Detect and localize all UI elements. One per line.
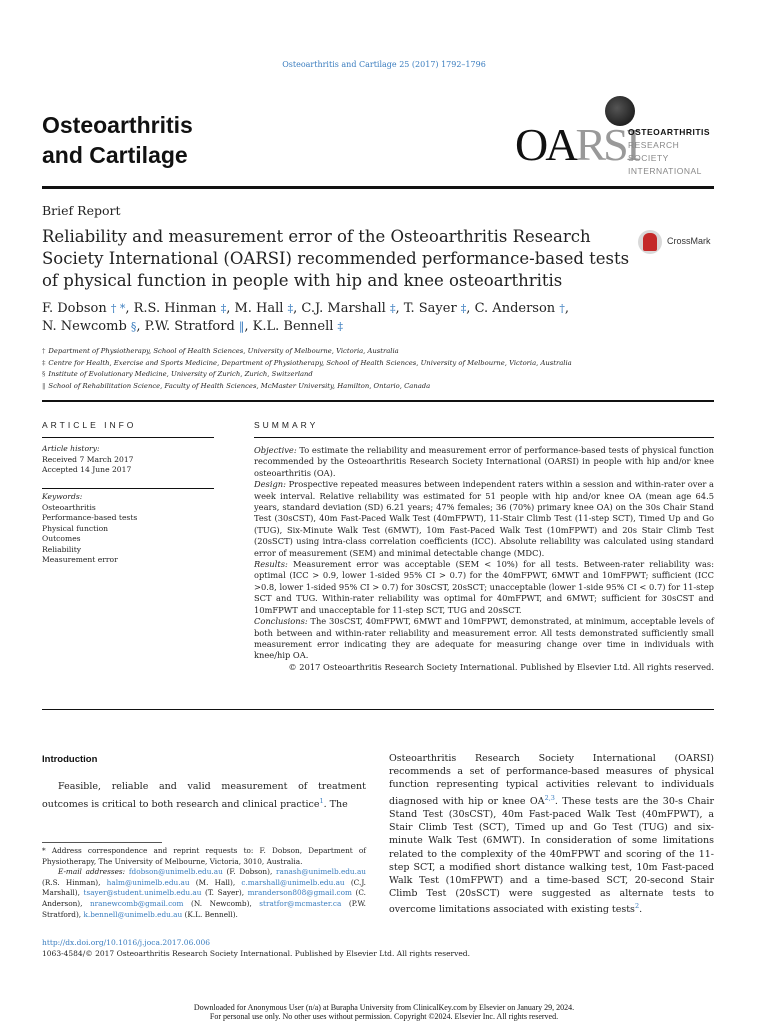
- author-line-2: [42, 318, 682, 336]
- author-name: N. Newcomb: [42, 319, 131, 334]
- author-name: M. Hall: [234, 301, 288, 316]
- affiliation: ‖ School of Rehabilitation Science, Faculty of Health Sciences, McMaster University, Hamilton, Ontario, Canada: [42, 381, 431, 390]
- email-owner: (N. Newcomb),: [183, 898, 260, 908]
- author-name: P.W. Stratford: [144, 319, 239, 334]
- email-owner: (T. Sayer),: [201, 888, 248, 898]
- footnote-rule: [42, 842, 162, 843]
- journal-name: [42, 110, 193, 170]
- author-name: T. Sayer: [403, 301, 461, 316]
- email-link[interactable]: k.bennell@unimelb.edu.au: [83, 909, 183, 919]
- download-notice: Downloaded for Anonymous User (n/a) at Burapha University from ClinicalKey.com by Elsevier on January 29, 2024. For personal use only. No other uses without permission. Copyright ©2024. Elsevier Inc. All rights reserved.: [193, 1003, 575, 1021]
- email-link[interactable]: stratfor@mcmaster.ca: [259, 898, 342, 908]
- affiliation-marker-link[interactable]: §: [130, 320, 137, 333]
- oarsi-logo: [515, 96, 715, 176]
- email-link[interactable]: nranewcomb@gmail.com: [89, 898, 184, 908]
- header-divider: [42, 186, 714, 189]
- summary-conclusions: Conclusions: The 30sCST, 40mFPWT, 6MWT and 10mFPWT, demonstrated, at minimum, acceptable levels of both between and within-rater reliability and measurement error. All tests demonstrated sufficiently small measurement error indicating they are adequate for measuring change over time in individuals with knee/hip OA.: [254, 616, 714, 661]
- email-owner: (P.W. Stratford),: [42, 898, 366, 919]
- affiliation-marker-link[interactable]: ‡: [460, 302, 467, 315]
- affiliation: § Institute of Evolutionary Medicine, University of Zurich, Zurich, Switzerland: [42, 370, 313, 378]
- keyword: Performance-based tests: [42, 513, 138, 522]
- affiliation-marker-link[interactable]: ‡: [287, 302, 294, 315]
- summary-rule: [254, 437, 714, 438]
- summary-divider: [42, 709, 714, 710]
- summary-design: Design: Prospective repeated measures between independent raters within a session and within-rater over a week interval. Relative reliability was estimated for 51 people with hip and/or knee OA (mean age 64.5 years, standard deviation (SD) 6.21 years; 47% females; 36 (70%) primary knee OA) on the 30s Chair Stand Test (30sCST), 40m Fast-Paced Walk Test (40mFPWT), 11-Stair Climb Test (11-step SCT), Timed Up and Go (TUG), Six-Minute Walk Test (6MWT), 10m Fast-Paced Walk Test (10mFPWT) and 20s Stair Climb Test (20sSCT) using intra-class correlation coefficients (ICC). Absolute reliability was calculated using standard error of measurement (SEM) and minimal detectable change (MDC).: [254, 479, 714, 558]
- article-history: Article history: Received 7 March 2017 Accepted 14 June 2017: [42, 444, 134, 474]
- author-name: F. Dobson: [42, 301, 111, 316]
- affiliation: † Department of Physiotherapy, School of Health Sciences, University of Melbourne, Victoria, Australia: [42, 347, 399, 355]
- summary-objective: Objective: To estimate the reliability and measurement error of performance-based tests of physical function recommended by the Osteoarthritis Research Society International (OARSI) in people with hip and/or knee osteoarthritis (OA).: [254, 445, 714, 478]
- article-info-rule: [42, 437, 214, 438]
- email-owner: (C. Anderson),: [42, 888, 366, 908]
- crossmark-label: CrossMark: [667, 236, 711, 246]
- introduction-left-column: Feasible, reliable and valid measurement of treatment outcomes is critical to both research and clinical practice$^1$. The: [42, 781, 366, 811]
- author-separator: ,: [395, 301, 404, 316]
- keyword: Physical function: [42, 523, 109, 533]
- email-owner: (C.J. Marshall),: [42, 877, 366, 898]
- issn-copyright: 1063-4584/© 2017 Osteoarthritis Research Society International. Published by Elsevier Ltd. All rights reserved.: [42, 949, 470, 958]
- affiliation-marker-link[interactable]: ‡: [220, 302, 227, 315]
- journal-name-line2: and Cartilage: [42, 142, 188, 168]
- citation-link[interactable]: 1: [319, 797, 324, 805]
- email-link[interactable]: tsayer@student.unimelb.edu.au: [83, 888, 202, 898]
- author-name: C.J. Marshall: [301, 301, 390, 316]
- email-owner: (R.S. Hinman),: [42, 877, 107, 887]
- author-name: C. Anderson: [474, 301, 560, 316]
- affiliation-divider: [42, 400, 714, 402]
- email-owner: (K.L. Bennell).: [182, 909, 238, 919]
- email-owner: (M. Hall),: [189, 877, 242, 887]
- crossmark-icon: [638, 230, 662, 254]
- author-separator: ,: [226, 301, 235, 316]
- summary-results: Results: Measurement error was acceptable (SEM < 10%) for all tests. Between-rater reliability was: optimal (ICC > 0.9, lower 1-sided 95% CI > 0.7) for the 40mFPWT, 6MWT and 10mFPWT; sufficient (ICC >0.8, lower 1-sided 95% CI > 0.7) for 30sCST, 20sSCT; unacceptable (lower 1-side 95% CI < 0.7) for 11-step SCT and TUG. Within-rater reliability was optimal for 40mFPWT, and 6MWT; sufficient for 30sCST and 10mFPWT and unacceptable for 11-step SCT, TUG and 20sSCT.: [254, 559, 714, 615]
- affiliation-marker-link[interactable]: ‡: [389, 302, 396, 315]
- journal-name-line1: Osteoarthritis: [42, 112, 193, 138]
- keyword: Osteoarthritis: [42, 502, 96, 512]
- author-separator: ,: [244, 319, 253, 334]
- keyword: Outcomes: [42, 534, 81, 543]
- doi-link[interactable]: http://dx.doi.org/10.1016/j.joca.2017.06.006: [42, 938, 211, 947]
- introduction-heading: Introduction: [42, 754, 98, 765]
- author-name: R.S. Hinman: [133, 301, 221, 316]
- article-type: Brief Report: [42, 203, 121, 218]
- crossmark-button[interactable]: [638, 230, 718, 258]
- summary-body: [254, 445, 714, 673]
- summary-heading: SUMMARY: [254, 420, 319, 430]
- email-owner: (F. Dobson),: [222, 867, 277, 877]
- correspondence-footnote: * Address correspondence and reprint requests to: F. Dobson, Department of Physiotherapy, The University of Melbourne, Victoria, 3010, Australia. E-mail addresses: fdobson@unimelb.edu.au (F. Dobson), ranash@unimelb.edu.au (R.S. Hinman), halm@unimelb.edu.au (M. Hall), c.marshall@unimelb.edu.au (C.J. Marshall), tsayer@student.unimelb.edu.au (T. Sayer), mranderson808@gmail.com (C. Anderson), nranewcomb@gmail.com (N. Newcomb), stratfor@mcmaster.ca (P.W. Stratford), k.bennell@unimelb.edu.au (K.L. Bennell).: [42, 846, 366, 919]
- email-link[interactable]: c.marshall@unimelb.edu.au: [241, 877, 345, 887]
- citation-link[interactable]: 2,3: [544, 793, 555, 802]
- affiliation-marker-link[interactable]: †: [559, 302, 565, 315]
- logo-wordmark: OARSI: [515, 119, 639, 170]
- author-separator: ,: [564, 301, 569, 316]
- email-link[interactable]: ranash@unimelb.edu.au: [276, 867, 366, 877]
- author-separator: ,: [466, 301, 475, 316]
- affiliation: ‡ Centre for Health, Exercise and Sports Medicine, Department of Physiotherapy, School of Health Sciences, University of Melbourne, Victoria, Australia: [42, 358, 572, 367]
- affiliation-list: [42, 346, 722, 392]
- summary-copyright: © 2017 Osteoarthritis Research Society International. Published by Elsevier Ltd. All rights reserved.: [288, 661, 714, 672]
- introduction-right-column: Osteoarthritis Research Society International (OARSI) recommends a set of performance-based measures of physical function representing typical activities relevant to individuals diagnosed with hip or knee OA$^{2,3}$. These tests are the 30-s Chair Stand Test (30sCST), 40m Fast-paced Walk Test (40mFPWT), a Stair Climb Test (SCT), Timed up and Go Test (TUG) and six-minute Walk Test (6MWT). In consideration of some limitations related to the complexity of the 40mFPWT and scoring of the 11-step SCT, a modified short distance walking test, 10m Fast-paced Walk Test (10mFPWT) and a time-based SCT, 20-second Stair Climb Test (20sSCT) were suggested as alternate tests to overcome limitations associated with existing tests$^2$.: [389, 753, 714, 916]
- keyword: Measurement error: [42, 555, 118, 564]
- email-link[interactable]: mranderson808@gmail.com: [247, 888, 352, 898]
- author-list: [42, 300, 682, 336]
- affiliation-marker-link[interactable]: ‖: [238, 320, 245, 333]
- author-separator: ,: [125, 301, 134, 316]
- article-title: Reliability and measurement error of the Osteoarthritis Research Society International (OARSI) recommended performance-based tests of physical function in people with hip and knee osteoarthritis: [42, 227, 630, 290]
- keywords-rule: [42, 488, 214, 489]
- keyword: Reliability: [42, 544, 82, 554]
- affiliation-marker-link[interactable]: † *: [110, 302, 126, 315]
- author-separator: ,: [136, 319, 145, 334]
- author-line-1: [42, 300, 682, 318]
- author-name: K.L. Bennell: [252, 319, 338, 334]
- keywords: Keywords: Osteoarthritis Performance-based tests Physical function Outcomes Reliability Measurement error: [42, 492, 214, 566]
- affiliation-marker-link[interactable]: ‡: [337, 320, 344, 333]
- email-link[interactable]: fdobson@unimelb.edu.au: [128, 867, 223, 877]
- author-separator: ,: [293, 301, 302, 316]
- citation-link[interactable]: 2: [634, 902, 640, 911]
- email-link[interactable]: halm@unimelb.edu.au: [106, 877, 190, 887]
- journal-reference-link[interactable]: Osteoarthritis and Cartilage 25 (2017) 1792–1796: [282, 60, 486, 69]
- article-info-heading: ARTICLE INFO: [42, 420, 137, 430]
- logo-text: OSTEOARTHRITIS RESEARCH SOCIETY INTERNATIONAL: [628, 127, 711, 176]
